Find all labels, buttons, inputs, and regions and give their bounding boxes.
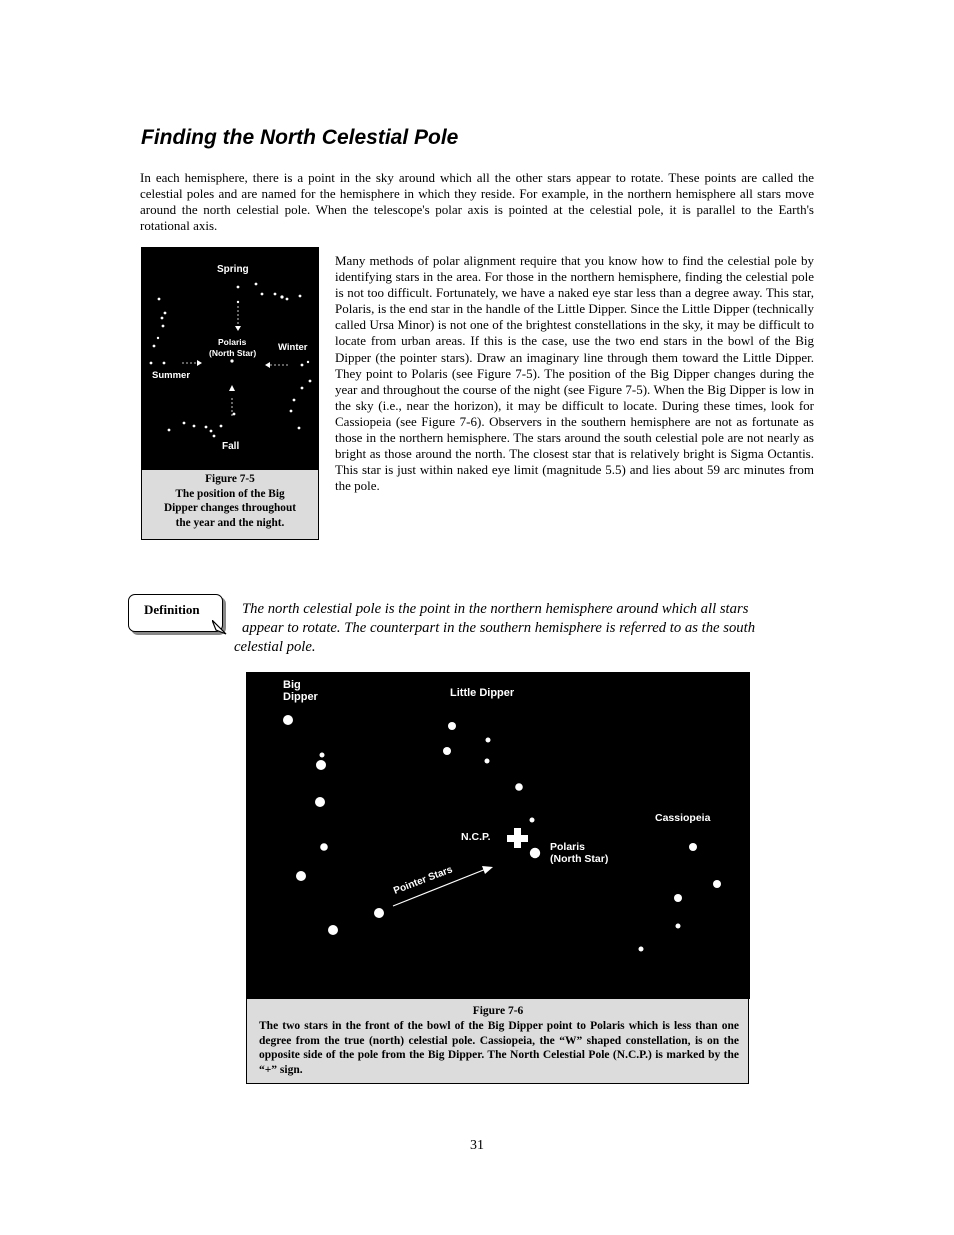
page-title: Finding the North Celestial Pole [141, 126, 459, 149]
label-pointer-stars: Pointer Stars [392, 864, 455, 897]
figure-7-5-caption-head: Figure 7-5 [205, 473, 255, 485]
star-field [150, 283, 312, 438]
ncp-star-map [246, 672, 750, 999]
figure-7-5-caption-line: The position of the Big [175, 487, 285, 500]
definition-line: celestial pole. [234, 639, 316, 655]
star-field [283, 715, 721, 952]
figure-7-6-star-chart [246, 672, 750, 999]
figure-7-5-caption-line: Dipper changes throughout [163, 502, 297, 514]
arrow-heads [197, 326, 270, 391]
label-big: Big [283, 679, 301, 691]
definition-badge: Definition [128, 594, 223, 632]
definition-line: appear to rotate. The counterpart in the southern hemisphere is referred to as the south [242, 620, 756, 636]
figure-7-5 [141, 247, 319, 540]
definition-badge-tail [212, 620, 232, 640]
label-fall: Fall [222, 441, 240, 452]
page-number: 31 [470, 1138, 484, 1153]
label-spring: Spring [217, 264, 249, 275]
label-ncp: N.C.P. [461, 831, 491, 843]
label-north-star: (North Star) [209, 348, 257, 358]
definition-line: The north celestial pole is the point in the northern hemisphere around which all stars [242, 601, 749, 617]
figure-7-5-caption [142, 472, 318, 530]
ncp-plus-marker [507, 828, 528, 848]
label-winter: Winter [278, 342, 308, 353]
figure-7-6-caption [246, 999, 749, 1084]
label-little-dipper: Little Dipper [450, 687, 515, 699]
intro-paragraph: In each hemisphere, there is a point in the sky around which all the other stars appear to rotate. These points are called the celestial poles and are named for the hemisphere in which they reside. For example, in the northern hemisphere all stars move around the north celestial pole. When the telescope's polar axis is pointed at the celestial pole, it is parallel to the Earth's rotational axis. [140, 170, 814, 234]
label-polaris: Polaris [550, 841, 586, 853]
label-cassiopeia: Cassiopeia [655, 812, 711, 824]
figure-7-6-caption-head: Figure 7-6 [472, 1005, 524, 1017]
figure-7-5-star-chart [142, 248, 318, 470]
figure-7-6 [246, 672, 750, 1084]
label-polaris: Polaris [218, 337, 247, 347]
big-dipper-seasons-diagram [142, 248, 318, 470]
methods-paragraph: Many methods of polar alignment require that you know how to find the celestial pole by identifying stars in the area. For those in the northern hemisphere, finding the celestial pole is not too difficult. Fortunately, we have a naked eye star less than a degree away. This star, Polaris, is the end star in the handle of the Little Dipper. Since the Little Dipper (technically called Ursa Minor) is not one of the brightest constellations in the sky, it may be difficult to locate from urban areas. If this is the case, use the two end stars in the bowl of the Big Dipper (the pointer stars). Draw an imaginary line through them toward the Little Dipper. They point to Polaris (see Figure 7-5). The position of the Big Dipper changes during the year and throughout the course of the night (see Figure 7-5). When the Big Dipper is low in the sky (i.e., near the horizon), it may be difficult to locate. During these times, look for Cassiopeia (see Figure 7-6). Observers in the southern hemisphere are not as fortunate as those in the northern hemisphere. The stars around the south celestial pole are not nearly as bright as those around the north. The closest star that is relatively bright is Sigma Octantis. This star is just within naked eye limit (magnitude 5.5) and lies about 59 arc minutes from the pole. [335, 253, 814, 494]
label-north-star: (North Star) [550, 853, 609, 865]
label-summer: Summer [152, 370, 191, 381]
figure-7-6-caption-text: The two stars in the front of the bowl of the Big Dipper point to Polaris which is less than one degree from the true (north) celestial pole. Cassiopeia, the “W” shaped constellation, is on the opposite side of the pole from the Big Dipper. The North Celestial Pole (N.C.P.) is marked by the “+” sign. [259, 1020, 739, 1076]
definition-text [234, 600, 804, 657]
label-dipper: Dipper [283, 691, 318, 703]
figure-7-5-caption-line: the year and the night. [175, 516, 285, 529]
